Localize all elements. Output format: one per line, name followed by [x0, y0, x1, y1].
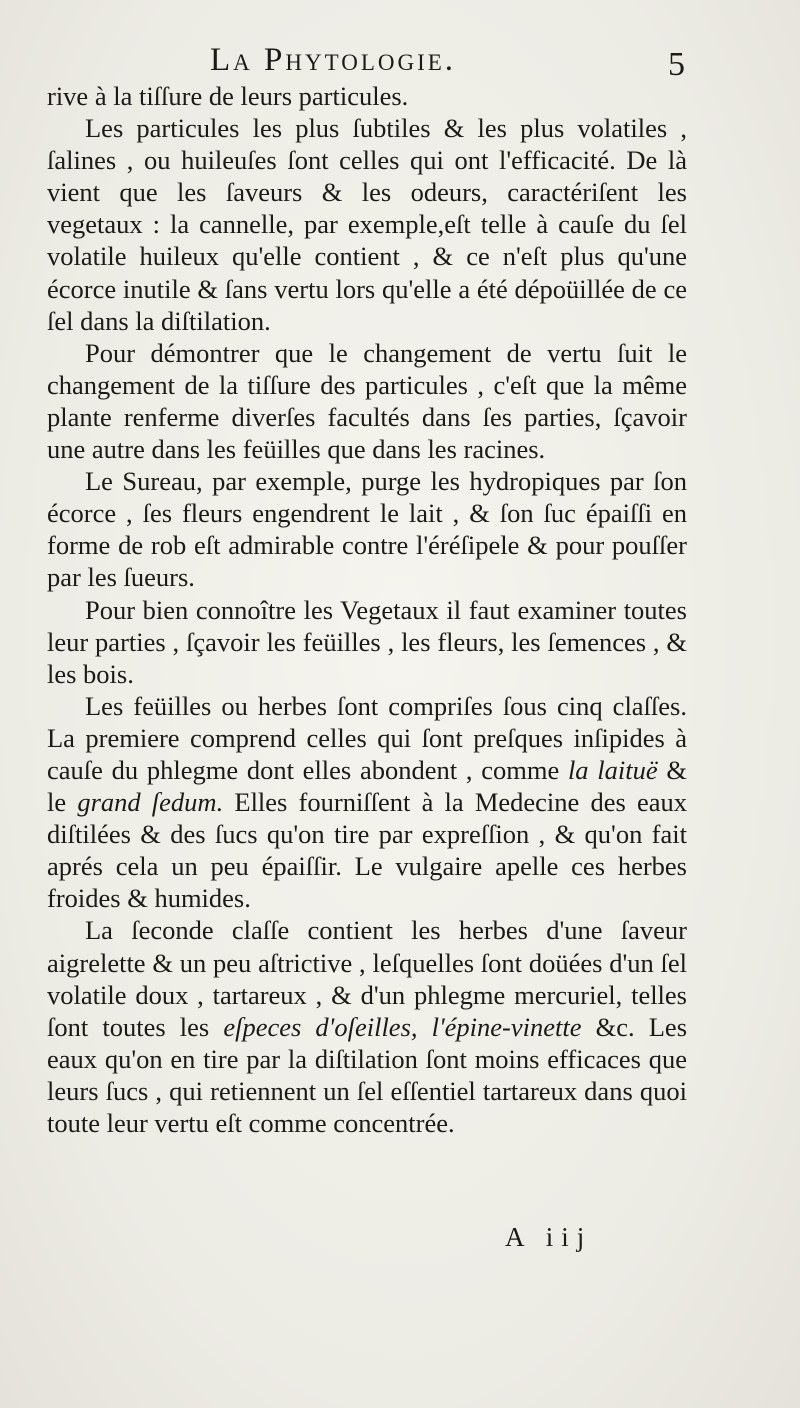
paragraph: Pour bien connoître les Vegetaux il faut examiner toutes leur parties , ſçavoir les feüilles , les fleurs, les ſemences , & les bois. — [47, 594, 687, 689]
paragraph-text: & le — [47, 754, 687, 818]
running-title: La Phytologie. — [210, 42, 457, 78]
paragraph: Les particules les plus ſubtiles & les plus volatiles , ſalines , ou huileuſes ſont celles qui ont l'efficacité. De là vient que les ſaveurs & les odeurs, caractériſent les vegetaux : la cannelle, par exemple,eſt telle à cauſe du ſel volatile huileux qu'elle contient , & ce n'eſt plus qu'une écorce inutile & ſans vertu lors qu'elle a été dépoüillée de ce ſel dans la diſtilation. — [47, 113, 687, 336]
italic-term: grand ſedum. — [77, 787, 224, 818]
page-number: 5 — [668, 46, 685, 83]
italic-term: la laituë — [567, 754, 658, 785]
paragraph: rive à la tiſſure de leurs particules. — [47, 81, 409, 111]
paragraph-text: La ſeconde claſſe contient les herbes d'une ſaveur aigrelette & un peu aſtrictive , leſquelles ſont doüées d'un ſel volatile doux , tartareux , & d'un phlegme mercuriel, telles ſont toutes les — [47, 915, 687, 1042]
paragraph — [47, 914, 687, 1139]
body-text — [47, 80, 687, 1139]
paragraph: Pour démontrer que le changement de vertu ſuit le changement de la tiſſure des particules , c'eſt que la même plante renferme diverſes facultés dans ſes parties, ſçavoir une autre dans les feüilles que dans les racines. — [47, 337, 687, 465]
paragraph-text: Elles fourniſſent à la Medecine des eaux diſtilées & des ſucs qu'on tire par expreſſion , & qu'on fait aprés cela un peu épaiſſir. Le vulgaire apelle ces herbes froides & humides. — [47, 787, 688, 914]
paragraph: Le Sureau, par exemple, purge les hydropiques par ſon écorce , ſes fleurs engendrent le lait , & ſon ſuc épaiſſi en forme de rob eſt admirable contre l'éréſipele & pour pouſſer par les ſueurs. — [47, 466, 687, 593]
italic-term: eſpeces d'oſeilles, l'épine-vinette — [223, 1011, 582, 1042]
paragraph-text: &c. Les eaux qu'on en tire par la diſtilation ſont moins efficaces que leurs ſucs , qui retiennent un ſel eſſentiel tartareux dans quoi toute leur vertu eſt comme concentrée. — [47, 1011, 688, 1138]
signature-mark: A iij — [505, 1222, 593, 1252]
paragraph — [47, 690, 687, 915]
paragraph-text: Les feüilles ou herbes ſont compriſes ſous cinq claſſes. La premiere comprend celles qui ſont preſques inſipides à cauſe du phlegme dont elles abondent , comme — [47, 690, 687, 785]
